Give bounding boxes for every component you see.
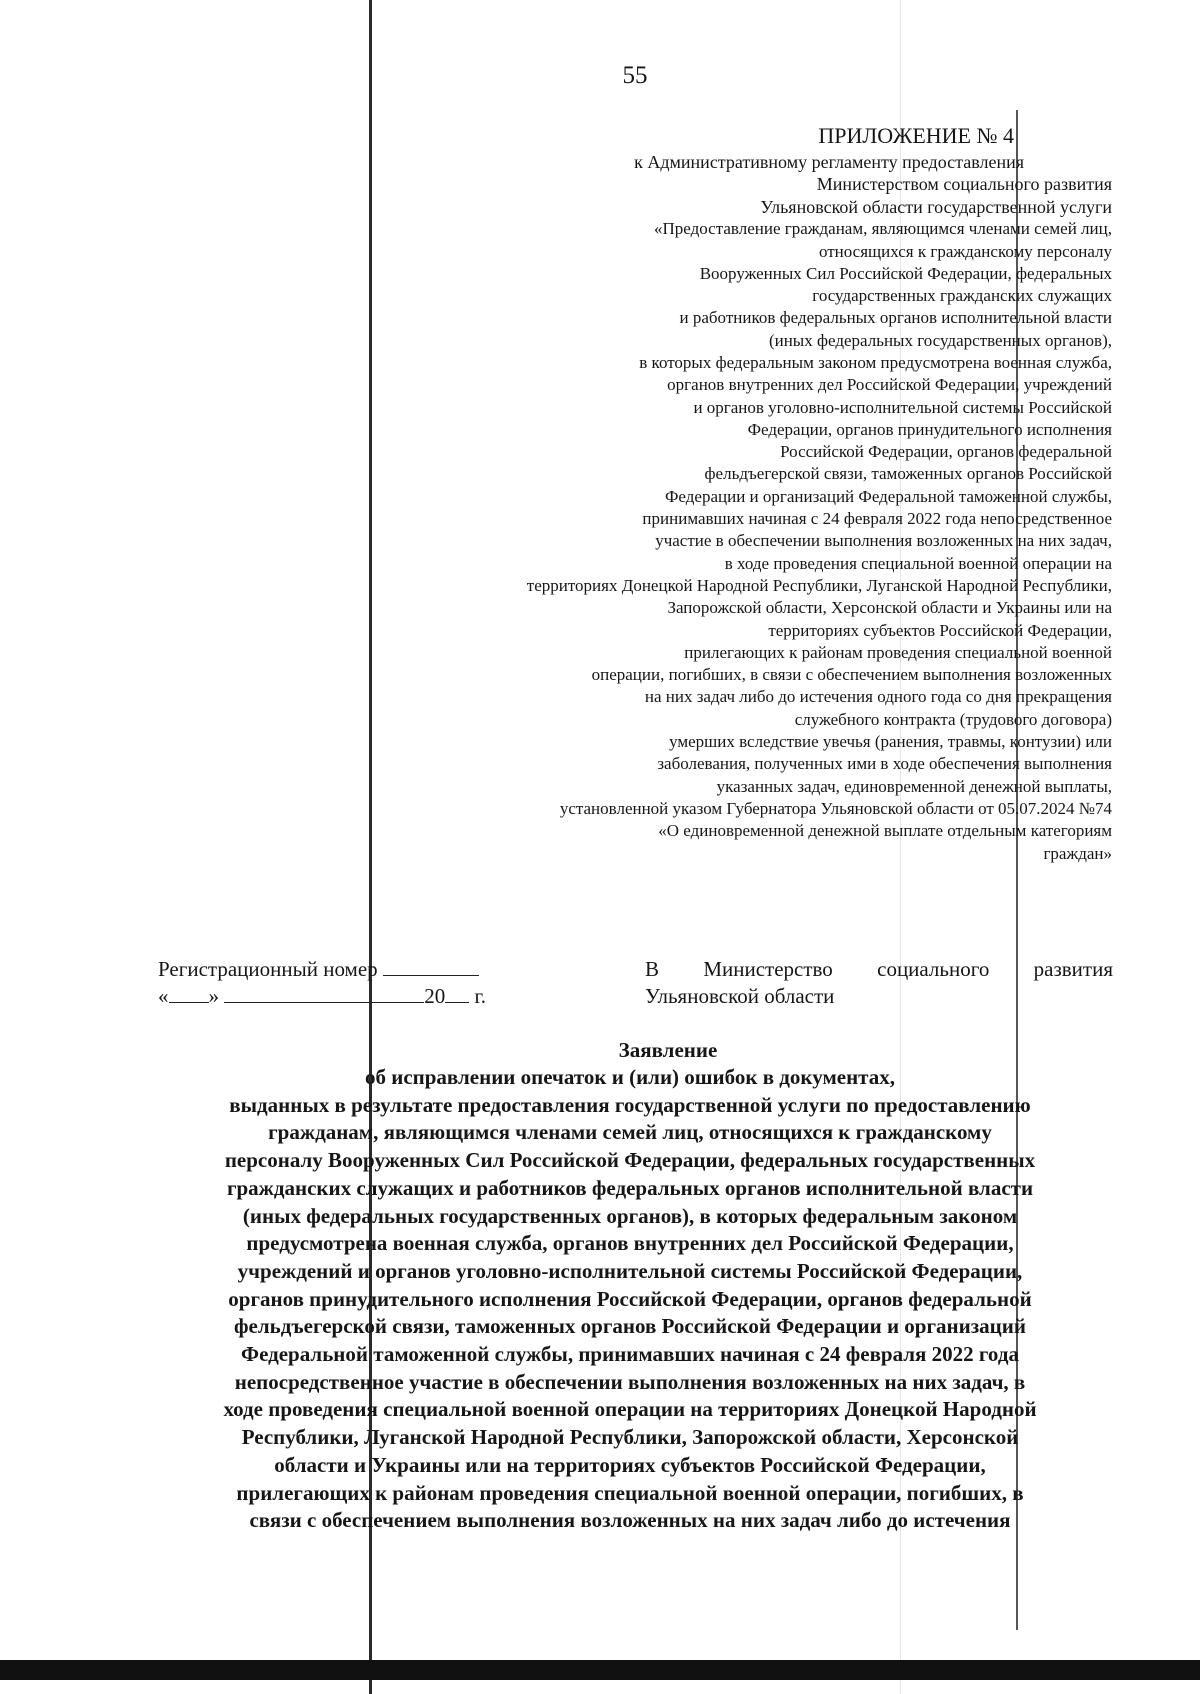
- appendix-service-line: установленной указом Губернатора Ульяновской области от 05.07.2024 №74: [559, 798, 1112, 818]
- statement-line: об исправлении опечаток и (или) ошибок в документах,: [364, 1065, 895, 1089]
- statement-line: гражданам, являющимся членами семей лиц, относящихся к гражданскому: [268, 1120, 992, 1145]
- appendix-service-line: умерших вследствие увечья (ранения, травмы, контузии) или: [669, 732, 1112, 752]
- addressee-word: социального: [877, 957, 990, 981]
- date-year-field[interactable]: [445, 984, 469, 1003]
- date-month-field[interactable]: [224, 984, 424, 1003]
- appendix-service-line: относящихся к гражданскому персоналу: [818, 241, 1112, 261]
- appendix-service-line: в которых федеральным законом предусмотрена военная служба,: [639, 353, 1112, 372]
- appendix-service-line: и работников федеральных органов исполнительной власти: [679, 308, 1112, 328]
- addressee-word: В: [645, 957, 660, 981]
- appendix-service-line: органов внутренних дел Российской Федерации, учреждений: [667, 375, 1112, 395]
- registration-number-label: Регистрационный номер: [158, 957, 378, 981]
- addressee-block: [645, 956, 1113, 1010]
- appendix-subtitle-line: Ульяновской области государственной услуги: [760, 196, 1112, 217]
- appendix-service-line: служебного контракта (трудового договора): [794, 709, 1112, 729]
- date-year-suffix: г.: [474, 984, 486, 1008]
- addressee-line-2: Ульяновской области: [645, 984, 835, 1008]
- appendix-service-line: операции, погибших, в связи с обеспечением выполнения возложенных: [591, 665, 1112, 685]
- statement-line: области и Украины или на территориях субъектов Российской Федерации,: [274, 1452, 986, 1477]
- statement-line: ходе проведения специальной военной операции на территориях Донецкой Народной: [223, 1397, 1037, 1422]
- registration-block: [158, 956, 558, 1010]
- appendix-service-line: на них задач либо до истечения одного года со дня прекращения: [644, 687, 1112, 707]
- scan-artifact-bottom-bar: [0, 1660, 1200, 1680]
- addressee-word: Министерство: [703, 957, 833, 981]
- date-year-prefix: 20: [424, 984, 446, 1008]
- appendix-service-line: принимавших начиная с 24 февраля 2022 года непосредственное: [642, 509, 1112, 529]
- appendix-block: [352, 123, 1112, 865]
- statement-line: непосредственное участие в обеспечении выполнения возложенных на них задач, в: [234, 1369, 1026, 1394]
- registration-date-line: [158, 983, 558, 1010]
- statement-line: гражданских служащих и работников федеральных органов исполнительной власти: [226, 1175, 1034, 1200]
- page-number: 55: [622, 62, 648, 89]
- statement-line: учреждений и органов уголовно-исполнительной системы Российской Федерации,: [237, 1258, 1023, 1283]
- statement-line: Федеральной таможенной службы, принимавших начиная с 24 февраля 2022 года: [241, 1342, 1019, 1367]
- appendix-service-line: Российской Федерации, органов федеральной: [780, 442, 1112, 462]
- registration-number-field[interactable]: [383, 957, 479, 976]
- appendix-service-line: (иных федеральных государственных органов),: [768, 330, 1112, 350]
- statement-line: предусмотрена военная служба, органов внутренних дел Российской Федерации,: [246, 1231, 1014, 1256]
- date-day-field[interactable]: [169, 984, 209, 1003]
- appendix-service-line: Федерации и организаций Федеральной таможенной службы,: [665, 486, 1112, 506]
- appendix-service-line: «Предоставление гражданам, являющимся членами семей лиц,: [654, 219, 1112, 239]
- date-close-quote: »: [208, 984, 219, 1008]
- appendix-service-line: Запорожской области, Херсонской области и Украины или на: [667, 598, 1112, 618]
- statement-line: персоналу Вооруженных Сил Российской Федерации, федеральных государственных: [224, 1148, 1036, 1173]
- appendix-service-line: в ходе проведения специальной военной операции на: [724, 553, 1112, 573]
- appendix-service-line: фельдъегерской связи, таможенных органов Российской: [704, 464, 1112, 484]
- addressee-word: развития: [1033, 957, 1113, 981]
- appendix-service-line: участие в обеспечении выполнения возложенных на них задач,: [655, 531, 1112, 551]
- appendix-title: ПРИЛОЖЕНИЕ № 4: [818, 123, 1014, 148]
- statement-line: Республики, Луганской Народной Республики, Запорожской области, Херсонской: [241, 1425, 1019, 1450]
- appendix-service-line: «О единовременной денежной выплате отдельным категориям: [658, 821, 1112, 841]
- appendix-service-line: указанных задач, единовременной денежной выплаты,: [716, 776, 1112, 796]
- appendix-subtitle-line: к Административному регламенту предоставления: [634, 152, 1024, 172]
- appendix-service-line: Федерации, органов принудительного исполнения: [747, 419, 1112, 439]
- statement-line: связи с обеспечением выполнения возложенных на них задач либо до истечения: [249, 1508, 1011, 1533]
- appendix-service-line: государственных гражданских служащих: [812, 286, 1112, 306]
- appendix-service-line: заболевания, полученных ими в ходе обеспечения выполнения: [657, 754, 1112, 774]
- statement-heading: Заявление: [618, 1038, 718, 1062]
- appendix-service-line: и органов уголовно-исполнительной системы Российской: [693, 397, 1112, 417]
- appendix-subtitle-line: Министерством социального развития: [816, 174, 1112, 195]
- appendix-service-line: Вооруженных Сил Российской Федерации, федеральных: [699, 263, 1112, 283]
- registration-number-line: [158, 956, 558, 983]
- statement-text: [150, 1064, 1110, 1535]
- appendix-service-line: граждан»: [1043, 843, 1112, 863]
- statement-line: фельдъегерской связи, таможенных органов Российской Федерации и организаций: [234, 1314, 1026, 1339]
- appendix-service-line: территориях Донецкой Народной Республики, Луганской Народной Республики,: [526, 575, 1112, 595]
- appendix-service-line: прилегающих к районам проведения специальной военной: [684, 642, 1112, 662]
- date-open-quote: «: [158, 984, 169, 1008]
- appendix-service-line: территориях субъектов Российской Федерации,: [768, 620, 1112, 640]
- appendix-service-text: [352, 218, 1112, 865]
- addressee-line: [645, 956, 1113, 983]
- statement-line: (иных федеральных государственных органов), в которых федеральным законом: [242, 1203, 1018, 1228]
- statement-line: органов принудительного исполнения Российской Федерации, органов федеральной: [228, 1286, 1032, 1311]
- statement-line: прилегающих к районам проведения специальной военной операции, погибших, в: [236, 1480, 1024, 1505]
- statement-line: выданных в результате предоставления государственной услуги по предоставлению: [229, 1092, 1031, 1117]
